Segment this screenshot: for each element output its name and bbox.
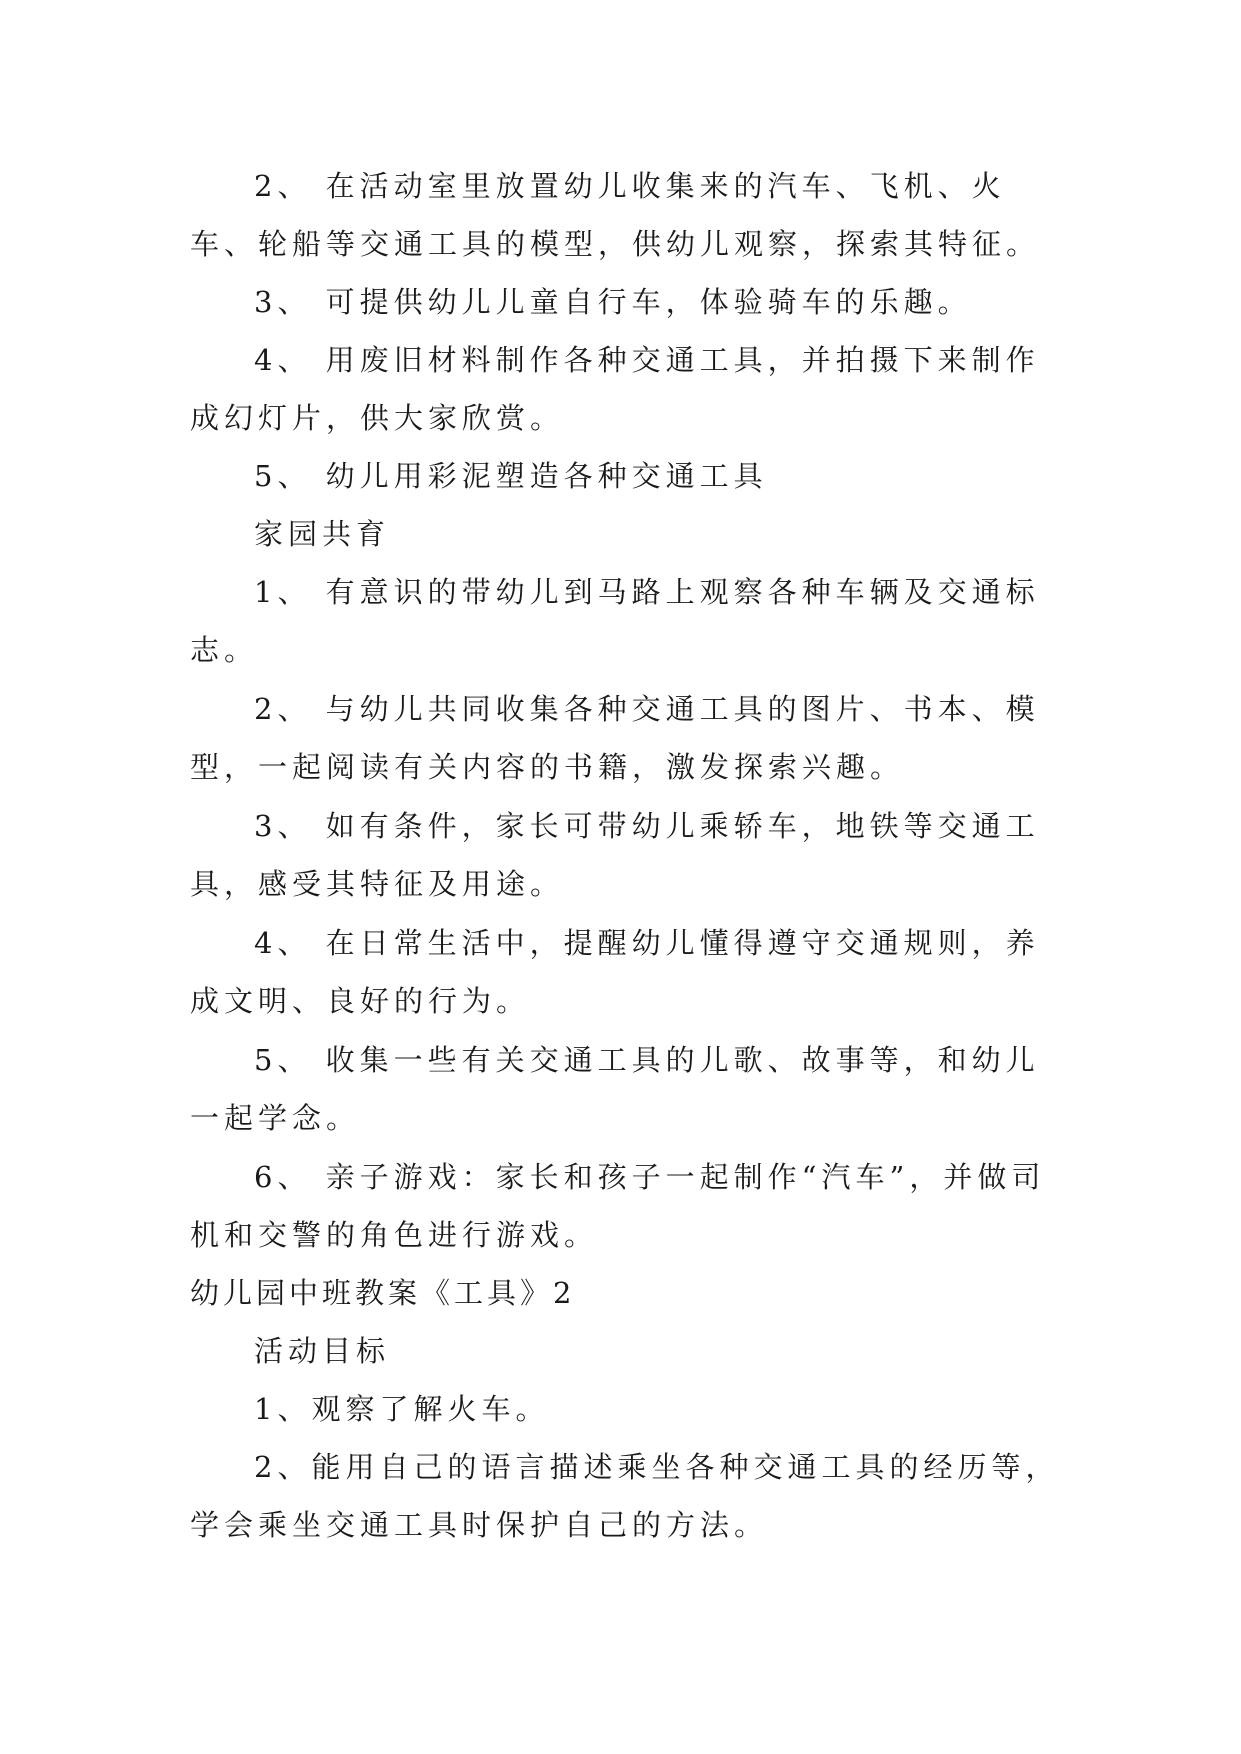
paragraph-traffic-rules: 4、 在日常生活中，提醒幼儿懂得遵守交通规则，养成文明、良好的行为。 (190, 926, 1040, 1018)
paragraph-clay: 5、 幼儿用彩泥塑造各种交通工具 (254, 459, 768, 493)
section-heading-objectives: 活动目标 (254, 1334, 391, 1368)
paragraph-collect-pictures: 2、 与幼儿共同收集各种交通工具的图片、书本、模型，一起阅读有关内容的书籍，激发探索兴趣。 (190, 692, 1040, 784)
paragraph-objective-2: 2、能用自己的语言描述乘坐各种交通工具的经历等，学会乘坐交通工具时保护自己的方法。 (190, 1450, 1060, 1542)
paragraph-parent-child-game: 6、 亲子游戏：家长和孩子一起制作“汽车”，并做司机和交警的角色进行游戏。 (190, 1160, 1046, 1252)
paragraph-objective-1: 1、观察了解火车。 (254, 1392, 550, 1426)
paragraph-ride-car: 3、 如有条件，家长可带幼儿乘轿车，地铁等交通工具，感受其特征及用途。 (190, 809, 1040, 901)
paragraph-observe-road: 1、 有意识的带幼儿到马路上观察各种车辆及交通标志。 (190, 575, 1040, 667)
paragraph-nursery-rhymes: 5、 收集一些有关交通工具的儿歌、故事等，和幼儿一起学念。 (190, 1043, 1040, 1135)
lesson-title: 幼儿园中班教案《工具》2 (190, 1276, 576, 1310)
paragraph-bicycle: 3、 可提供幼儿儿童自行车，体验骑车的乐趣。 (254, 285, 972, 319)
paragraph-model-display: 2、 在活动室里放置幼儿收集来的汽车、飞机、火车、轮船等交通工具的模型，供幼儿观察，探索其特征。 (190, 169, 1041, 261)
section-heading-home-school: 家园共育 (254, 517, 391, 551)
paragraph-waste-materials: 4、 用废旧材料制作各种交通工具，并拍摄下来制作成幻灯片，供大家欣赏。 (190, 343, 1040, 435)
